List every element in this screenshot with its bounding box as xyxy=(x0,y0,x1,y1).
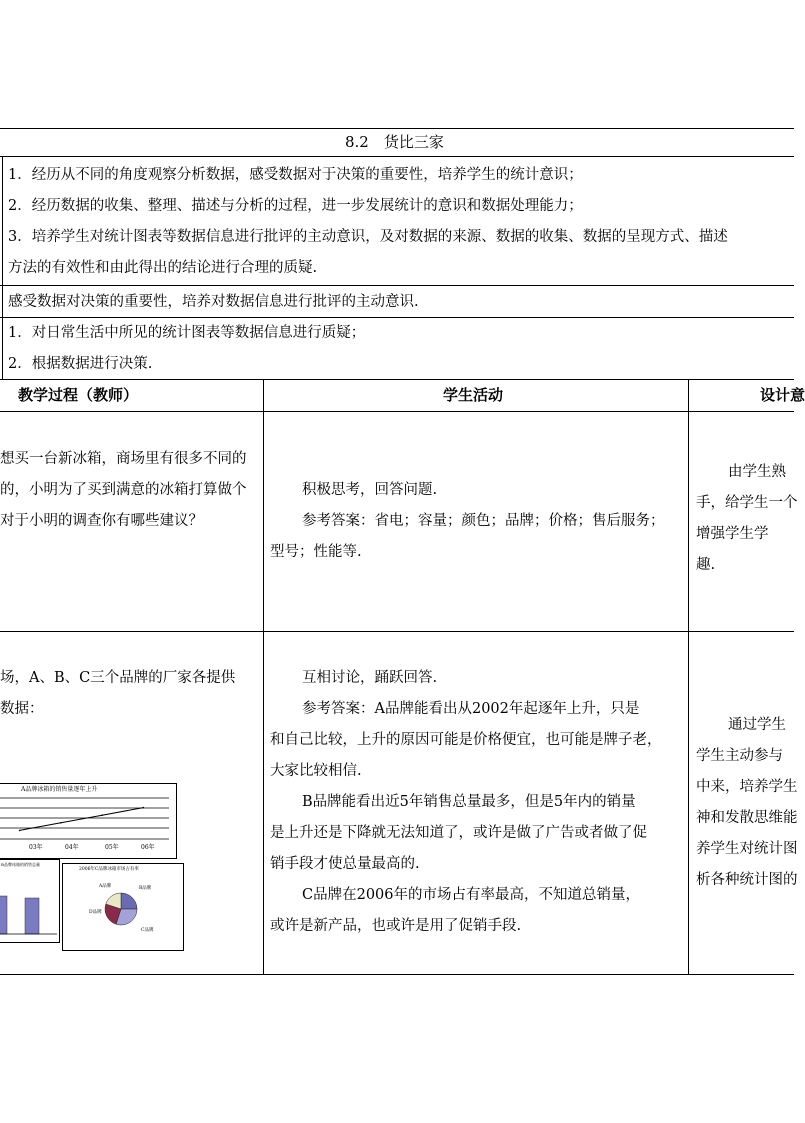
row1-design-line: 增强学生学 xyxy=(696,526,769,542)
row2-teacher xyxy=(0,663,235,725)
header-row-bottom xyxy=(0,411,794,412)
column-divider-2 xyxy=(688,379,689,974)
row2-design-line: 析各种统计图的 xyxy=(696,872,798,888)
pie-chart-title: 2006年C品牌冰箱市场占有率 xyxy=(79,867,139,872)
objectives-bottom xyxy=(0,285,794,286)
difficulties xyxy=(8,318,365,380)
objective-item: 1．经历从不同的角度观察分析数据，感受数据对于决策的重要性，培养学生的统计意识； xyxy=(8,167,583,183)
key-point: 感受数据对决策的重要性，培养对数据信息进行批评的主动意识. xyxy=(8,294,419,310)
label-column-border xyxy=(2,156,3,379)
row2-teacher-line: 场，A、B、C三个品牌的厂家各提供 xyxy=(0,670,236,686)
row2-student-line: 是上升还是下降就无法知道了，或许是做了广告或者做了促 xyxy=(270,825,647,841)
pie-slices xyxy=(105,893,137,925)
row1-student xyxy=(270,475,665,568)
header-student-activity: 学生活动 xyxy=(443,386,504,404)
row1-teacher-line: 想买一台新冰箱，商场里有很多不同的 xyxy=(0,451,247,467)
x-tick-label: 05年 xyxy=(105,844,119,851)
row2-student-line: 参考答案：A品牌能看出从2002年起逐年上升，只是 xyxy=(302,701,640,717)
line-point xyxy=(101,814,103,816)
row1-design-line: 由学生熟 xyxy=(728,464,786,480)
row2-student-line: 和自己比较，上升的原因可能是价格便宜，也可能是牌子老， xyxy=(270,732,662,748)
bar xyxy=(25,898,39,934)
header-teacher-process: 教学过程（教师） xyxy=(18,386,139,404)
row1-design xyxy=(696,457,798,581)
column-divider-1 xyxy=(263,379,264,974)
row2-student-line: C品牌在2006年的市场占有率最高，不知道总销量， xyxy=(302,887,640,903)
title-row-bottom xyxy=(0,156,794,157)
row2-student-line: 大家比较相信. xyxy=(270,763,362,779)
objective-item: 方法的有效性和由此得出的结论进行合理的质疑. xyxy=(8,260,318,276)
x-tick-label: 06年 xyxy=(141,844,155,851)
objective-item: 2．经历数据的收集、整理、描述与分析的过程，进一步发展统计的意识和数据处理能力； xyxy=(8,198,583,214)
pie-chart-figure xyxy=(62,863,184,951)
row2-student-line: B品牌能看出近5年销售总量最多，但是5年内的销量 xyxy=(302,794,636,810)
row1-student-line: 积极思考，回答问题. xyxy=(302,482,438,498)
line-point xyxy=(60,822,62,824)
x-tick-label: 03年 xyxy=(29,844,43,851)
row2-student xyxy=(270,663,662,942)
bar-chart-title: B品牌冰箱的销售总量 xyxy=(1,862,40,867)
line-chart-title: A品牌冰箱的销售量逐年上升 xyxy=(21,786,98,793)
header-design-intent: 设计意 xyxy=(760,386,805,404)
row1-teacher-line: 的，小明为了买到满意的冰箱打算做个 xyxy=(0,482,247,498)
objective-item: 3．培养学生对统计图表等数据信息进行批评的主动意识，及对数据的来源、数据的收集、数据的呈现方式、描述 xyxy=(8,229,728,245)
x-tick-label: 04年 xyxy=(65,844,79,851)
row2-design-line: 养学生对统计图 xyxy=(696,841,798,857)
pie-slice xyxy=(121,893,137,909)
difficulty-item: 1．对日常生活中所见的统计图表等数据信息进行质疑； xyxy=(8,325,366,341)
line-chart-figure xyxy=(0,783,177,859)
bar xyxy=(0,896,7,934)
row2-teacher-line: 数据： xyxy=(0,701,44,717)
line-chart-x-labels xyxy=(0,844,176,854)
line-point xyxy=(143,807,145,809)
pie-label: C品牌 xyxy=(141,928,154,933)
page-title: 8.2 货比三家 xyxy=(345,133,444,151)
pie-chart xyxy=(63,864,183,950)
difficulty-item: 2．根据数据进行决策. xyxy=(8,356,153,372)
row1-design-line: 手，给学生一个 xyxy=(696,495,798,511)
table-top-border xyxy=(0,128,794,129)
row1-student-line: 型号；性能等. xyxy=(270,544,362,560)
row1-teacher xyxy=(0,444,247,537)
pie-label: D品牌 xyxy=(89,910,102,915)
objectives xyxy=(8,160,728,284)
bar-chart xyxy=(0,860,59,942)
pie-label: A品牌 xyxy=(99,884,112,889)
row1-design-line: 趣. xyxy=(696,557,716,573)
row2-design-line: 神和发散思维能 xyxy=(696,810,798,826)
row2-student-line: 销手段才使总量最高的. xyxy=(270,856,420,872)
row2-bottom xyxy=(0,974,794,975)
line-series-path xyxy=(20,808,144,831)
row2-design xyxy=(696,710,798,896)
row2-student-line: 或许是新产品，也或许是用了促销手段. xyxy=(270,918,522,934)
line-point xyxy=(19,830,21,832)
row1-teacher-line: 对于小明的调查你有哪些建议？ xyxy=(0,513,203,529)
row2-design-line: 学生主动参与 xyxy=(696,748,783,764)
row2-student-line: 互相讨论，踊跃回答. xyxy=(302,670,438,686)
row1-bottom xyxy=(0,631,794,632)
line-series xyxy=(19,807,144,831)
row2-design-line: 通过学生 xyxy=(728,717,786,733)
bar-chart-figure xyxy=(0,859,60,943)
row1-student-line: 参考答案：省电；容量；颜色；品牌；价格；售后服务； xyxy=(302,513,665,529)
pie-label: B品牌 xyxy=(139,886,152,891)
row2-design-line: 中来，培养学生 xyxy=(696,779,798,795)
